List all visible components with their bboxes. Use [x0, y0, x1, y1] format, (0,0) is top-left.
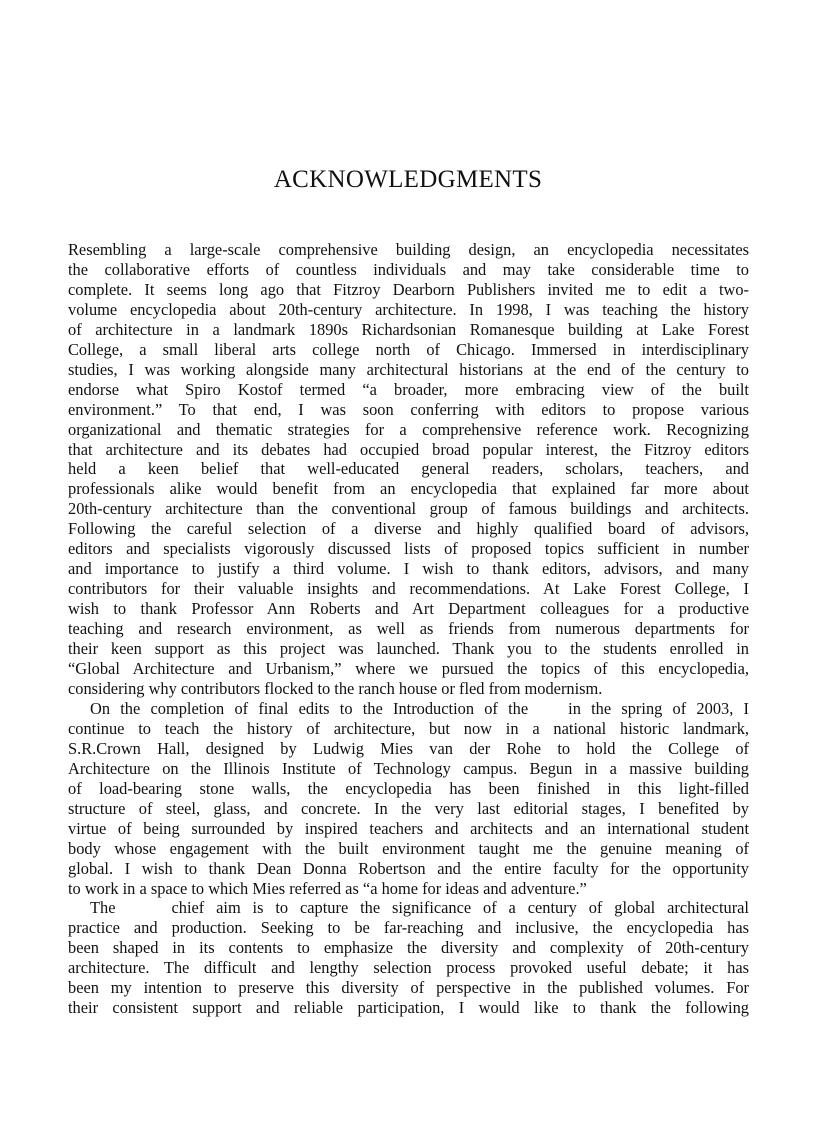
text-line: virtue of being surrounded by inspired teachers and architects and an international student — [68, 818, 749, 838]
text-line: their keen support as this project was launched. Thank you to the students enrolled in — [68, 639, 749, 659]
text-line — [68, 699, 749, 719]
text-line: structure of steel, glass, and concrete. In the very last editorial stages, I benefited by — [68, 798, 749, 818]
text-line: considering why contributors flocked to the ranch house or fled from modernism. — [68, 678, 603, 698]
text-line: and importance to justify a third volume. I wish to thank editors, advisors, and many — [68, 559, 749, 579]
text-line: studies, I was working alongside many architectural historians at the end of the century to — [68, 359, 749, 379]
text-line: body whose engagement with the built environment taught me the genuine meaning of — [68, 838, 749, 858]
text-line: volume encyclopedia about 20th-century architecture. In 1998, I was teaching the history — [68, 299, 749, 319]
text-line: contributors for their valuable insights and recommendations. At Lake Forest College, I — [68, 579, 749, 599]
text-line: Architecture on the Illinois Institute of Technology campus. Begun in a massive building — [68, 758, 749, 778]
text-line: of load-bearing stone walls, the encyclopedia has been finished in this light-filled — [68, 778, 749, 798]
text-line: held a keen belief that well-educated general readers, scholars, teachers, and — [68, 459, 749, 479]
text-line: been my intention to preserve this diversity of perspective in the published volumes. For — [68, 978, 749, 998]
text-line: environment.” To that end, I was soon conferring with editors to propose various — [68, 399, 749, 419]
text-line: wish to thank Professor Ann Roberts and Art Department colleagues for a productive — [68, 599, 749, 619]
text-line: architecture. The difficult and lengthy selection process provoked useful debate; it has — [68, 958, 749, 978]
text-line: endorse what Spiro Kostof termed “a broader, more embracing view of the built — [68, 379, 749, 399]
text-line: the collaborative efforts of countless individuals and may take considerable time to — [68, 259, 749, 279]
text-line: S.R.Crown Hall, designed by Ludwig Mies van der Rohe to hold the College of — [68, 738, 749, 758]
text-line: that architecture and its debates had occupied broad popular interest, the Fitzroy editors — [68, 439, 749, 459]
text-line: to work in a space to which Mies referred as “a home for ideas and adventure.” — [68, 878, 587, 898]
text-line: Following the careful selection of a diverse and highly qualified board of advisors, — [68, 519, 749, 539]
text-line: global. I wish to thank Dean Donna Robertson and the entire faculty for the opportunity — [68, 858, 749, 878]
text-line: 20th-century architecture than the conventional group of famous buildings and architects. — [68, 499, 749, 519]
paragraph-1 — [68, 240, 749, 699]
text-line: been shaped in its contents to emphasize the diversity and complexity of 20th-century — [68, 938, 749, 958]
text-line: editors and specialists vigorously discussed lists of proposed topics sufficient in number — [68, 539, 749, 559]
text-line: organizational and thematic strategies for a comprehensive reference work. Recognizing — [68, 419, 749, 439]
text-line — [68, 898, 749, 918]
text-line: of architecture in a landmark 1890s Richardsonian Romanesque building at Lake Forest — [68, 319, 749, 339]
paragraph-3 — [68, 898, 749, 1018]
text-segment: in the spring of 2003, I — [568, 698, 749, 718]
text-line: Resembling a large-scale comprehensive building design, an encyclopedia necessitates — [68, 240, 749, 259]
text-line: complete. It seems long ago that Fitzroy Dearborn Publishers invited me to edit a two- — [68, 279, 749, 299]
text-line: “Global Architecture and Urbanism,” where we pursued the topics of this encyclopedia, — [68, 659, 749, 679]
text-line: practice and production. Seeking to be far-reaching and inclusive, the encyclopedia has — [68, 918, 749, 938]
text-segment: On the completion of final edits to the Introduction of the — [90, 698, 529, 718]
body-text — [68, 240, 749, 1018]
text-segment: The — [90, 898, 116, 918]
text-line: College, a small liberal arts college north of Chicago. Immersed in interdisciplinary — [68, 339, 749, 359]
text-line: continue to teach the history of architecture, but now in a national historic landmark, — [68, 718, 749, 738]
text-segment: chief aim is to capture the significance of a century of global architectural — [171, 898, 749, 918]
text-line: professionals alike would benefit from an encyclopedia that explained far more about — [68, 479, 749, 499]
text-line: their consistent support and reliable participation, I would like to thank the following — [68, 998, 749, 1018]
paragraph-2 — [68, 699, 749, 899]
page-title: ACKNOWLEDGMENTS — [273, 166, 543, 193]
text-line: teaching and research environment, as well as friends from numerous departments for — [68, 619, 749, 639]
